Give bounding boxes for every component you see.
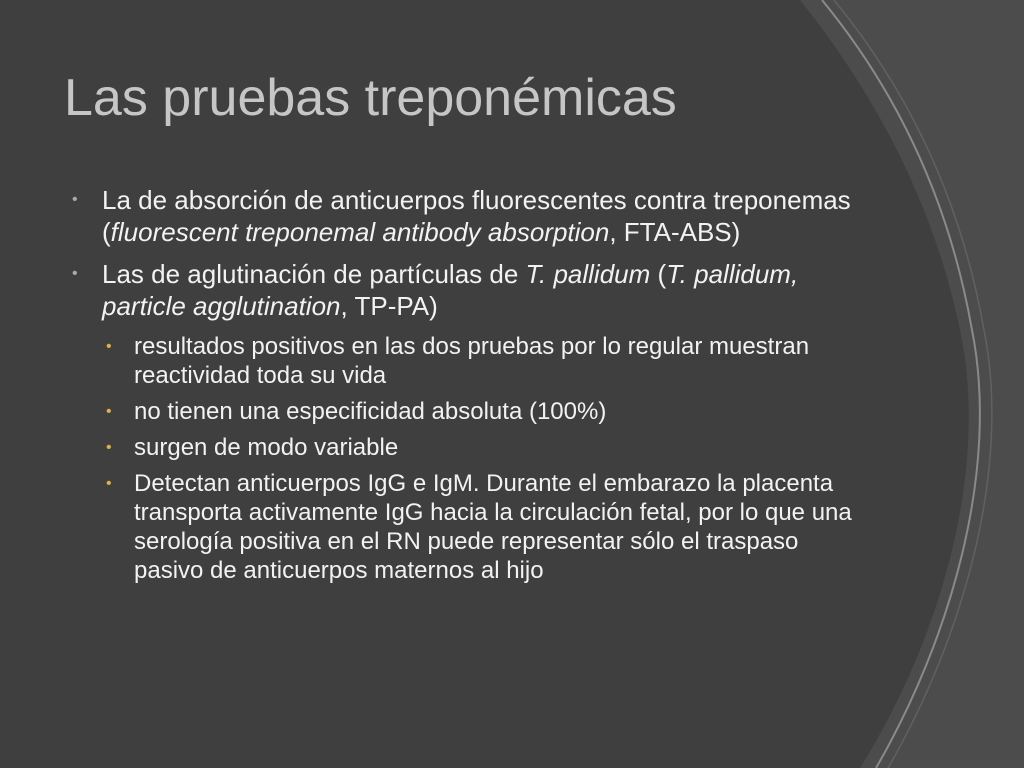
bullet-icon: •: [72, 265, 78, 282]
bullet-text-italic: T. pallidum, particle agglutination: [102, 259, 799, 321]
sub-bullet-text: surgen de modo variable: [134, 434, 399, 461]
bullet-text: La de absorción de anticuerpos fluorescentes contra treponemas (: [102, 185, 851, 247]
sub-bullet-text: Detectan anticuerpos IgG e IgM. Durante el embarazo la placenta transporta activamente IgG hacia la circulación fetal, por lo que una serología positiva en el RN puede representar sólo el traspaso pasivo de anticuerpos maternos al hijo: [134, 470, 852, 584]
sub-bullet-item: [70, 469, 860, 585]
sub-bullet-text: resultados positivos en las dos pruebas por lo regular muestran reactividad toda su vida: [134, 333, 810, 389]
sub-bullet-item: [70, 397, 860, 426]
sub-bullet-item: [70, 332, 860, 390]
sub-bullet-icon: •: [106, 403, 112, 420]
bullet-text-italic: T. pallidum: [525, 259, 651, 289]
sub-bullet-text: no tienen una especificidad absoluta (100%): [134, 398, 607, 425]
sub-bullet-item: [70, 433, 860, 462]
sub-bullet-icon: •: [106, 475, 112, 492]
bullet-text: (: [650, 259, 667, 289]
bullet-text: , TP-PA): [340, 291, 438, 321]
sub-bullet-icon: •: [106, 439, 112, 456]
bullet-item-fta-abs: [70, 184, 860, 248]
bullet-list: [70, 184, 860, 592]
slide-title: Las pruebas treponémicas: [64, 69, 677, 127]
sub-bullet-icon: •: [106, 338, 112, 355]
bullet-item-tp-pa: [70, 258, 860, 322]
bullet-text-italic: fluorescent treponemal antibody absorption: [110, 217, 610, 247]
bullet-text: , FTA-ABS): [609, 217, 741, 247]
bullet-text: Las de aglutinación de partículas de: [102, 259, 526, 289]
bullet-icon: •: [72, 191, 78, 208]
